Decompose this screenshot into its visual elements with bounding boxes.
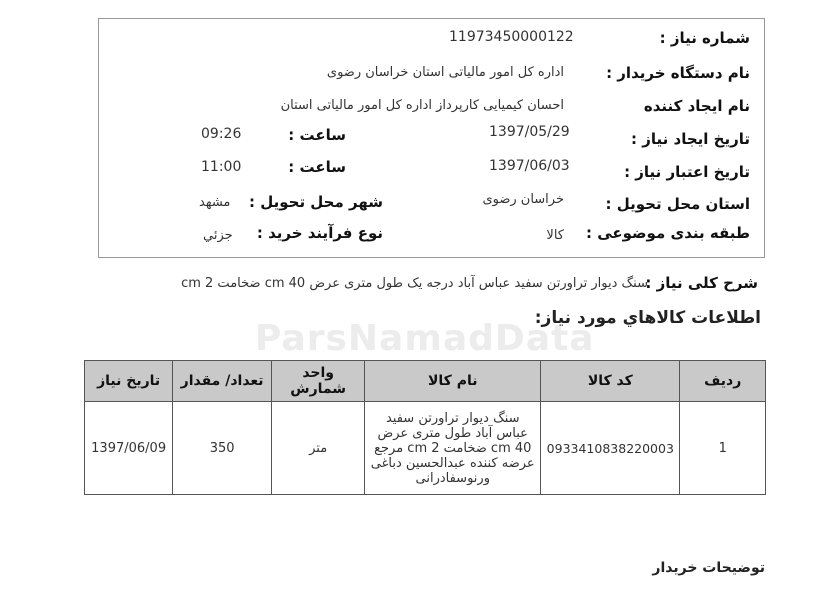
table-row [85,402,766,495]
header-qty: تعداد/ مقدار [173,361,272,402]
summary-text: سنگ دیوار تراورتن سفید عباس آباد درجه یک طول متری عرض 40 cm ضخامت 2 cm [181,276,648,291]
cell-code: 0933410838220003 [541,402,680,495]
created-date: 1397/05/29 [489,124,570,140]
validity-time: 11:00 [201,159,242,175]
cell-qty: 350 [173,402,272,495]
need-info-box [98,18,765,258]
cell-name: سنگ دیوار تراورتن سفید عباس آباد طول متری عرض 40 cm ضخامت 2 cm مرجع عرضه کننده عبدالحسین دباغی ورنوسفادرانی [365,402,541,495]
header-date: تاريخ نياز [85,361,173,402]
created-time-label: ساعت : [288,126,346,144]
delivery-province: خراسان رضوی [482,192,564,207]
cell-unit: متر [271,402,364,495]
items-table-header [85,361,766,402]
delivery-province-label: استان محل تحویل : [605,195,750,213]
category-label: طبقه بندی موضوعی : [586,224,750,242]
purchase-type: جزئي [203,228,233,243]
cell-date: 1397/06/09 [85,402,173,495]
header-row: رديف [680,361,766,402]
created-time: 09:26 [201,126,242,142]
buyer-org-label: نام دستگاه خریدار : [606,64,750,82]
cell-row: 1 [680,402,766,495]
header-unit: واحد شمارش [271,361,364,402]
items-table [84,360,766,495]
creator-label: نام ایجاد کننده [643,97,750,115]
validity-time-label: ساعت : [288,158,346,176]
summary-label: شرح کلی نیاز : [645,274,758,292]
category: کالا [546,228,564,243]
header-code: کد کالا [541,361,680,402]
delivery-city-label: شهر محل تحویل : [248,193,383,211]
watermark-logo: ParsNamadData [255,318,595,359]
delivery-city: مشهد [199,195,231,210]
buyer-org: اداره کل امور مالیاتی استان خراسان رضوی [326,65,564,80]
items-section-title: اطلاعات کالاهاي مورد نياز: [534,308,761,328]
creator: احسان کیمیایی کارپرداز اداره کل امور مالیاتی استان [280,98,564,113]
header-name: نام کالا [365,361,541,402]
buyer-notes-label: توضیحات خریدار [652,560,765,576]
validity-date-label: تاریخ اعتبار نیاز : [624,163,750,181]
need-number-label: شماره نیاز : [659,29,750,47]
created-date-label: تاریخ ایجاد نیاز : [631,130,750,148]
validity-date: 1397/06/03 [489,158,570,174]
need-number: 11973450000122 [449,29,574,45]
purchase-type-label: نوع فرآیند خرید : [256,224,383,242]
